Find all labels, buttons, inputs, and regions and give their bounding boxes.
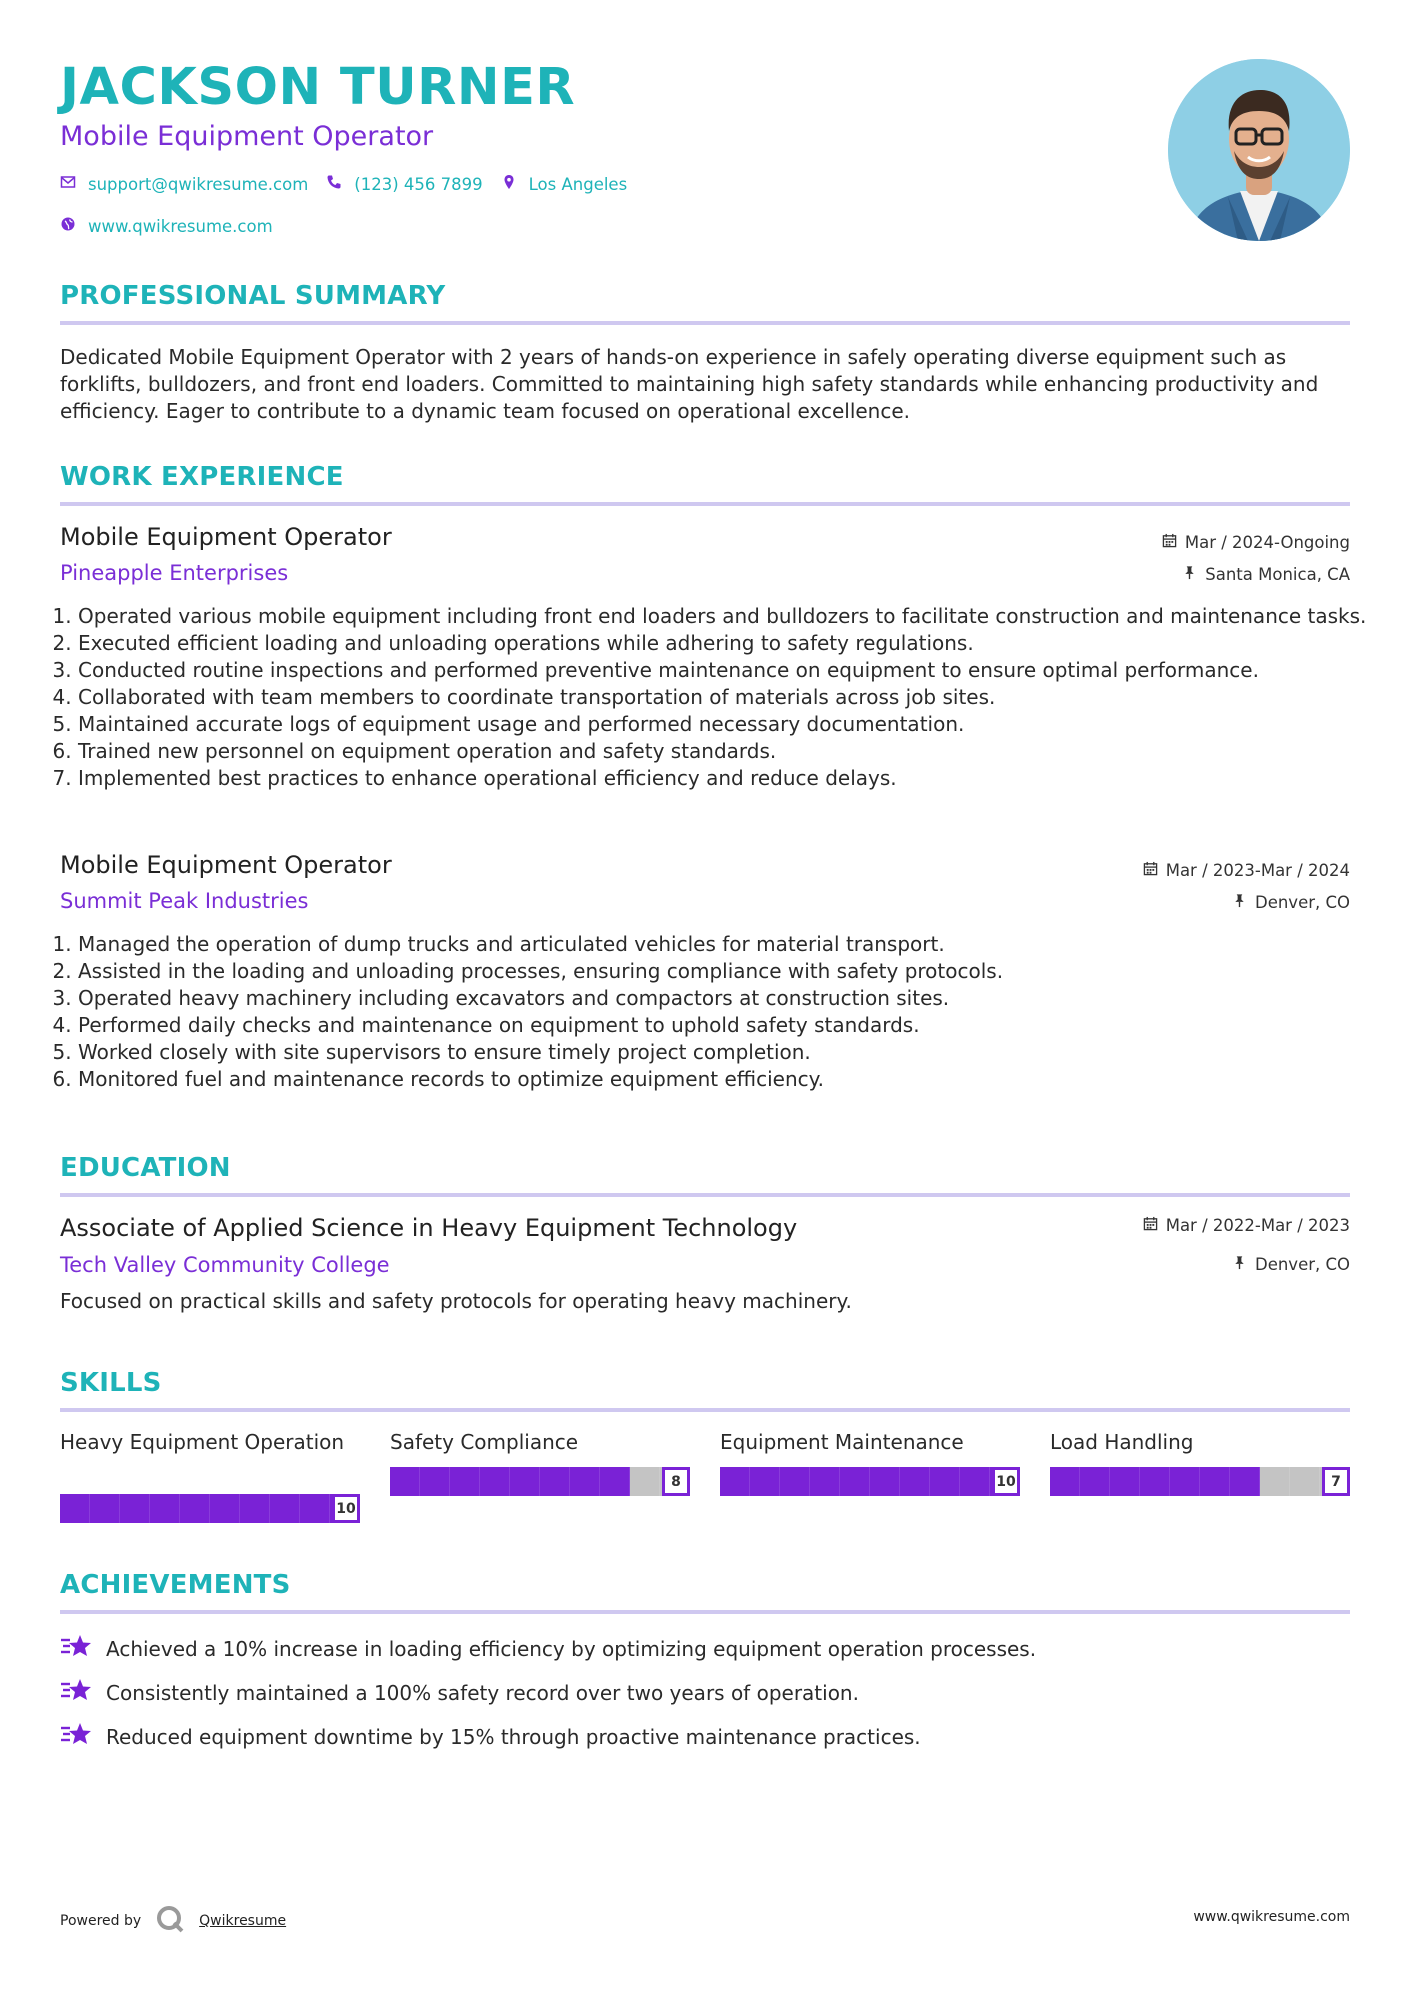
list-item: 3. Operated heavy machinery including excavators and compactors at construction sites. (78, 985, 1368, 1012)
skill-segment-filled (600, 1467, 630, 1496)
job-title: Mobile Equipment Operator (60, 523, 392, 551)
globe-icon (60, 216, 76, 236)
candidate-title: Mobile Equipment Operator (60, 121, 434, 152)
candidate-name: JACKSON TURNER (60, 58, 576, 117)
skill-segment-filled (930, 1467, 960, 1496)
achievement-text: Consistently maintained a 100% safety record over two years of operation. (106, 1680, 859, 1705)
job-dates-text: Mar / 2024-Ongoing (1184, 533, 1350, 552)
skill-segment-filled (300, 1494, 330, 1523)
job-responsibilities (60, 603, 1368, 792)
job-dates-text: Mar / 2023-Mar / 2024 (1165, 861, 1350, 880)
skill-segment-filled (450, 1467, 480, 1496)
list-item: 4. Performed daily checks and maintenance on equipment to uphold safety standards. (78, 1012, 1368, 1039)
skill-segment-filled (900, 1467, 930, 1496)
section-divider (60, 502, 1350, 506)
summary-text: Dedicated Mobile Equipment Operator with 2 years of hands-on experience in safely operating diverse equipment such as forklifts, bulldozers, and front end loaders. Committed to maintaining high safety standards while enhancing productivity and efficiency. Eager to contribute to a dynamic team focused on operational excellence. (60, 345, 1319, 423)
job-location (1182, 565, 1350, 584)
section-divider (60, 1193, 1350, 1197)
skill-segment-filled (570, 1467, 600, 1496)
skill-segment-filled (390, 1467, 420, 1496)
skill-segment-filled (1110, 1467, 1140, 1496)
list-item: 4. Collaborated with team members to coordinate transportation of materials across job sites. (78, 684, 1368, 711)
list-item: 2. Executed efficient loading and unloading operations while adhering to safety regulations. (78, 630, 1368, 657)
contact-row (60, 174, 627, 194)
achievement-item (60, 1633, 1036, 1664)
skill-segment-filled (870, 1467, 900, 1496)
email-link[interactable]: support@qwikresume.com (88, 174, 309, 194)
shooting-star-icon (60, 1677, 92, 1708)
summary-heading: PROFESSIONAL SUMMARY (60, 281, 446, 311)
qwikresume-logo-icon (155, 1904, 185, 1938)
education-location (1232, 1255, 1350, 1274)
skill-segment-filled (210, 1494, 240, 1523)
achievement-item (60, 1677, 859, 1708)
website-link[interactable]: www.qwikresume.com (88, 216, 273, 236)
company-name: Summit Peak Industries (60, 889, 309, 913)
profile-photo (1168, 59, 1350, 241)
skill-segment-empty (1260, 1467, 1290, 1496)
calendar-icon (1143, 1216, 1158, 1235)
skill-segment-filled (960, 1467, 990, 1496)
skill-name: Equipment Maintenance (720, 1430, 964, 1454)
job-location (1232, 893, 1350, 912)
skill-name: Heavy Equipment Operation (60, 1430, 345, 1454)
skill-level-number: 10 (992, 1467, 1020, 1496)
skill-segment-filled (180, 1494, 210, 1523)
skill-level-number: 8 (662, 1467, 690, 1496)
skill-segment-filled (720, 1467, 750, 1496)
achievements-heading: ACHIEVEMENTS (60, 1570, 291, 1600)
education-dates (1143, 1216, 1350, 1235)
footer-website[interactable]: www.qwikresume.com (1193, 1909, 1350, 1925)
skill-level-bar (720, 1467, 1020, 1496)
list-item: 5. Worked closely with site supervisors to ensure timely project completion. (78, 1039, 1368, 1066)
skill-segment-filled (780, 1467, 810, 1496)
pushpin-icon (1232, 893, 1247, 912)
skill-segment-filled (810, 1467, 840, 1496)
achievement-text: Achieved a 10% increase in loading efficiency by optimizing equipment operation processes. (106, 1636, 1037, 1661)
skill-level-bar (60, 1494, 360, 1523)
powered-by-label: Powered by (60, 1913, 142, 1929)
skill-segment-empty (630, 1467, 660, 1496)
skill-name: Safety Compliance (390, 1430, 579, 1454)
section-divider (60, 321, 1350, 325)
company-name: Pineapple Enterprises (60, 561, 289, 585)
job-dates (1143, 861, 1350, 880)
skill-segment-empty (1290, 1467, 1320, 1496)
achievement-item (60, 1721, 921, 1752)
shooting-star-icon (60, 1721, 92, 1752)
skill-segment-filled (1170, 1467, 1200, 1496)
list-item: 6. Monitored fuel and maintenance records to optimize equipment efficiency. (78, 1066, 1368, 1093)
list-item: 3. Conducted routine inspections and performed preventive maintenance on equipment to ensure optimal performance. (78, 657, 1368, 684)
skill-segment-filled (750, 1467, 780, 1496)
skill-level-bar (390, 1467, 690, 1496)
skill-segment-filled (480, 1467, 510, 1496)
list-item: 1. Operated various mobile equipment including front end loaders and bulldozers to facilitate construction and maintenance tasks. (78, 603, 1368, 630)
skill-segment-filled (90, 1494, 120, 1523)
degree-title: Associate of Applied Science in Heavy Equipment Technology (60, 1214, 798, 1242)
pushpin-icon (1232, 1255, 1247, 1274)
skill-segment-filled (240, 1494, 270, 1523)
education-heading: EDUCATION (60, 1153, 231, 1183)
list-item: 7. Implemented best practices to enhance operational efficiency and reduce delays. (78, 765, 1368, 792)
job-responsibilities (60, 931, 1368, 1093)
location-text: Los Angeles (528, 174, 628, 194)
education-dates-text: Mar / 2022-Mar / 2023 (1165, 1216, 1350, 1235)
footer-powered-by (60, 1904, 286, 1938)
skill-segment-filled (120, 1494, 150, 1523)
skill-segment-filled (1200, 1467, 1230, 1496)
list-item: 2. Assisted in the loading and unloading processes, ensuring compliance with safety protocols. (78, 958, 1368, 985)
calendar-icon (1162, 533, 1177, 552)
phone-icon (326, 174, 342, 194)
list-item: 1. Managed the operation of dump trucks and articulated vehicles for material transport. (78, 931, 1368, 958)
skills-heading: SKILLS (60, 1368, 162, 1398)
skill-level-number: 7 (1322, 1467, 1350, 1496)
skill-segment-filled (1230, 1467, 1260, 1496)
experience-heading: WORK EXPERIENCE (60, 462, 344, 492)
skill-segment-filled (1050, 1467, 1080, 1496)
job-title: Mobile Equipment Operator (60, 851, 392, 879)
section-divider (60, 1610, 1350, 1614)
skill-level-number: 10 (332, 1494, 360, 1523)
pushpin-icon (1182, 565, 1197, 584)
list-item: 5. Maintained accurate logs of equipment usage and performed necessary documentation. (78, 711, 1368, 738)
section-divider (60, 1408, 1350, 1412)
skill-segment-filled (1140, 1467, 1170, 1496)
education-location-text: Denver, CO (1254, 1255, 1350, 1274)
job-location-text: Santa Monica, CA (1205, 565, 1350, 584)
skill-segment-filled (840, 1467, 870, 1496)
skill-segment-filled (540, 1467, 570, 1496)
website-row (60, 216, 273, 236)
skill-segment-filled (1080, 1467, 1110, 1496)
phone-number[interactable]: (123) 456 7899 (354, 174, 483, 194)
school-name: Tech Valley Community College (60, 1253, 390, 1277)
skill-segment-filled (420, 1467, 450, 1496)
list-item: 6. Trained new personnel on equipment operation and safety standards. (78, 738, 1368, 765)
skill-level-bar (1050, 1467, 1350, 1496)
job-dates (1162, 533, 1350, 552)
skill-segment-filled (270, 1494, 300, 1523)
achievement-text: Reduced equipment downtime by 15% through proactive maintenance practices. (106, 1724, 921, 1749)
skill-segment-filled (60, 1494, 90, 1523)
skill-segment-filled (510, 1467, 540, 1496)
education-description: Focused on practical skills and safety protocols for operating heavy machinery. (60, 1289, 852, 1313)
shooting-star-icon (60, 1633, 92, 1664)
skill-segment-filled (150, 1494, 180, 1523)
skill-name: Load Handling (1050, 1430, 1194, 1454)
location-pin-icon (501, 174, 517, 194)
email-icon (60, 174, 76, 194)
job-location-text: Denver, CO (1254, 893, 1350, 912)
brand-link[interactable]: Qwikresume (199, 1913, 287, 1929)
calendar-icon (1143, 861, 1158, 880)
